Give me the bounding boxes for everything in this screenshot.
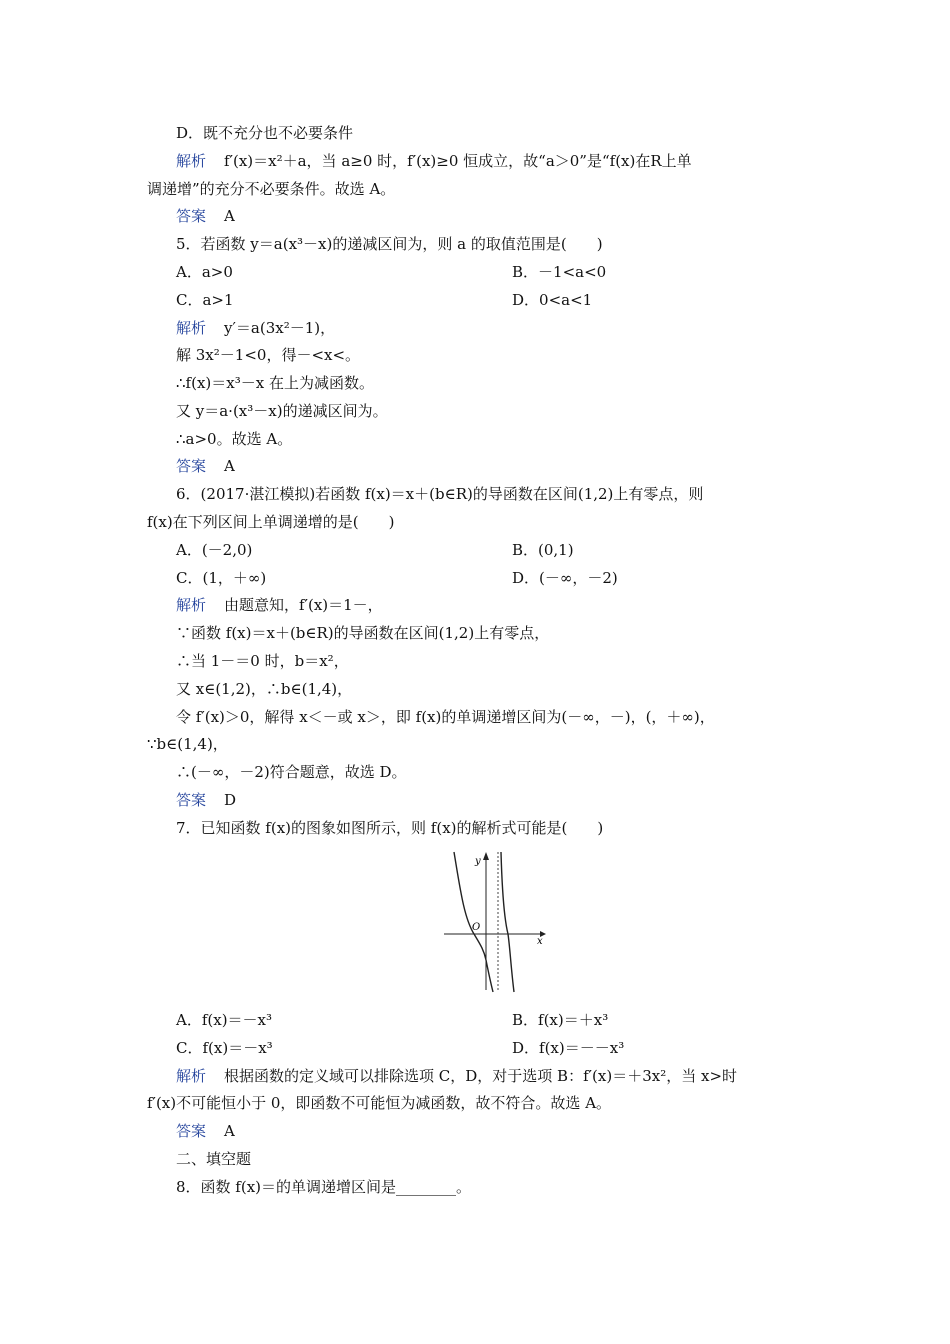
q7-option-c: C．f(x)＝－x³ (176, 1039, 273, 1057)
answer-q7 (176, 1121, 235, 1141)
answer-label: 答案 (176, 791, 207, 809)
analysis-q5-line2: 解 3x²－1<0，得－<x<。 (176, 346, 361, 364)
y-axis-arrow (483, 852, 489, 860)
q5-option-b: B．－1<a<0 (512, 263, 607, 281)
analysis-q5-line3: ∴f(x)＝x³－x 在上为减函数。 (176, 374, 374, 392)
analysis-q6-line4: 又 x∈(1,2)，∴b∈(1,4)， (176, 680, 353, 698)
q6-option-a: A．(－2,0) (176, 541, 253, 559)
answer-text: D (224, 791, 237, 809)
q5-option-c: C．a>1 (176, 291, 234, 309)
option-d-q4: D．既不充分也不必要条件 (176, 124, 354, 142)
analysis-label: 解析 (176, 319, 207, 337)
analysis-text: 由题意知，f′(x)＝1－， (224, 596, 383, 614)
analysis-q7 (176, 1066, 737, 1086)
y-axis-label: y (475, 856, 481, 867)
question-5: 5．若函数 y＝a(x³－x)的递减区间为，则 a 的取值范围是( ) (176, 235, 603, 253)
question-8: 8．函数 f(x)＝的单调递增区间是________。 (176, 1178, 472, 1196)
q6-option-b: B．(0,1) (512, 541, 574, 559)
analysis-q5 (176, 318, 335, 338)
q5-option-a: A．a>0 (176, 263, 233, 281)
analysis-text: f′(x)＝x²＋a，当 a≥0 时，f′(x)≥0 恒成立，故“a＞0”是“f(x)在R上单 (224, 152, 692, 170)
q7-option-b: B．f(x)＝＋x³ (512, 1011, 609, 1029)
x-axis-label: x (537, 936, 543, 947)
function-graph (440, 848, 552, 994)
analysis-q6-line5: 令 f′(x)＞0，解得 x＜－或 x＞，即 f(x)的单调递增区间为(－∞，－)，(，＋∞)， (176, 708, 715, 726)
answer-q4 (176, 206, 235, 226)
answer-text: A (224, 1122, 235, 1140)
answer-label: 答案 (176, 207, 207, 225)
analysis-q6-line6: ∵b∈(1,4)， (147, 735, 228, 753)
analysis-q6-line7: ∴(－∞，－2)符合题意，故选 D。 (176, 763, 407, 781)
q5-option-d: D．0<a<1 (512, 291, 593, 309)
q6-option-d: D．(－∞，－2) (512, 569, 618, 587)
analysis-q6 (176, 595, 383, 615)
answer-label: 答案 (176, 457, 207, 475)
question-6: 6．(2017·湛江模拟)若函数 f(x)＝x＋(b∈R)的导函数在区间(1,2)上有零点，则 (176, 485, 704, 503)
q7-option-d: D．f(x)＝－－x³ (512, 1039, 625, 1057)
q7-option-a: A．f(x)＝－x³ (176, 1011, 273, 1029)
answer-q6 (176, 790, 236, 810)
analysis-q5-line5: ∴a>0。故选 A。 (176, 430, 293, 448)
curve-right-branch (501, 852, 514, 992)
analysis-text: y′＝a(3x²－1)， (224, 319, 336, 337)
answer-text: A (224, 207, 235, 225)
analysis-q5-line4: 又 y＝a·(x³－x)的递减区间为。 (176, 402, 388, 420)
answer-q5 (176, 456, 235, 476)
analysis-label: 解析 (176, 596, 207, 614)
analysis-text: 根据函数的定义域可以排除选项 C，D，对于选项 B：f′(x)＝＋3x²，当 x>时 (224, 1067, 738, 1085)
analysis-label: 解析 (176, 1067, 207, 1085)
question-6-cont: f(x)在下列区间上单调递增的是( ) (147, 513, 395, 531)
question-7: 7．已知函数 f(x)的图象如图所示，则 f(x)的解析式可能是( ) (176, 819, 604, 837)
analysis-q6-line3: ∴当 1－＝0 时，b＝x²， (176, 652, 349, 670)
section-heading-fill-in: 二、填空题 (176, 1150, 252, 1168)
analysis-q7-cont: f′(x)不可能恒小于 0，即函数不可能恒为减函数，故不符合。故选 A。 (147, 1094, 612, 1112)
analysis-q4-cont: 调递增”的充分不必要条件。故选 A。 (147, 180, 396, 198)
q6-option-c: C．(1，＋∞) (176, 569, 267, 587)
origin-label: O (472, 922, 481, 933)
answer-text: A (224, 457, 235, 475)
answer-label: 答案 (176, 1122, 207, 1140)
analysis-q6-line2: ∵函数 f(x)＝x＋(b∈R)的导函数在区间(1,2)上有零点， (176, 624, 550, 642)
analysis-q4 (176, 151, 692, 171)
analysis-label: 解析 (176, 152, 207, 170)
